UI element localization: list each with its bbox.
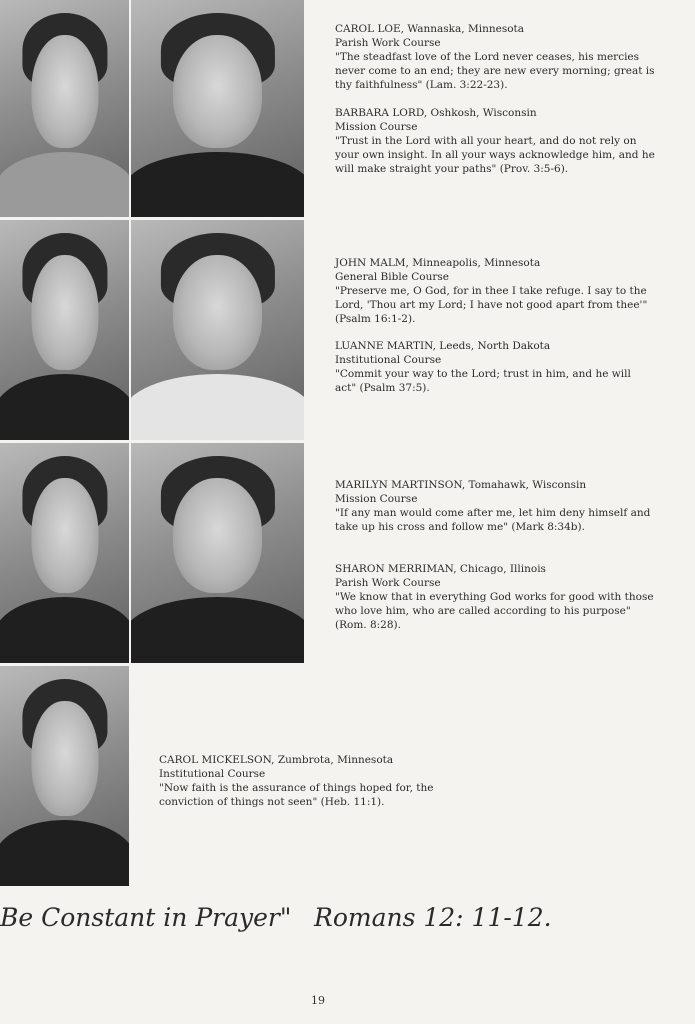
- bio-course: General Bible Course: [335, 271, 449, 283]
- bio-carol-mickelson: [159, 753, 459, 809]
- bio-course: Mission Course: [335, 121, 418, 133]
- footer-motto: Be Constant in Prayer": [0, 903, 292, 932]
- portrait-carol-mickelson: [0, 666, 129, 886]
- bio-name-line: LUANNE MARTIN, Leeds, North Dakota: [335, 340, 551, 352]
- portrait-carol-loe: [0, 0, 129, 217]
- bio-luanne-martin: [335, 339, 655, 395]
- bio-carol-loe: [335, 22, 655, 92]
- footer-reference: Romans 12: 11-12.: [314, 903, 552, 932]
- bio-name-line: CAROL LOE, Wannaska, Minnesota: [335, 23, 525, 35]
- bio-john-malm: [335, 256, 655, 326]
- bio-barbara-lord: [335, 106, 655, 176]
- bio-name-line: CAROL MICKELSON, Zumbrota, Minnesota: [159, 754, 394, 766]
- portrait-luanne-martin: [131, 220, 304, 440]
- bio-course: Parish Work Course: [335, 37, 441, 49]
- bio-name-line: JOHN MALM, Minneapolis, Minnesota: [335, 257, 541, 269]
- bio-course: Parish Work Course: [335, 577, 441, 589]
- bio-verse: "Preserve me, O God, for in thee I take refuge. I say to the Lord, 'Thou art my Lord; I have not good apart from thee'" (Psalm 16:1-2).: [335, 285, 648, 325]
- bio-name-line: MARILYN MARTINSON, Tomahawk, Wisconsin: [335, 479, 587, 491]
- bio-verse: "Now faith is the assurance of things hoped for, the conviction of things not seen" (Heb. 11:1).: [159, 782, 434, 808]
- bio-marilyn-martinson: [335, 478, 655, 534]
- portrait-marilyn-martinson: [0, 443, 129, 663]
- bio-sharon-merriman: [335, 562, 655, 632]
- portrait-sharon-merriman: [131, 443, 304, 663]
- bio-name-line: SHARON MERRIMAN, Chicago, Illinois: [335, 563, 546, 575]
- bio-verse: "Trust in the Lord with all your heart, and do not rely on your own insight. In all your ways acknowledge him, and he will make straight your paths" (Prov. 3:5-6).: [335, 135, 655, 175]
- bio-name-line: BARBARA LORD, Oshkosh, Wisconsin: [335, 107, 537, 119]
- bio-verse: "Commit your way to the Lord; trust in him, and he will act" (Psalm 37:5).: [335, 368, 631, 394]
- page-number: 19: [311, 994, 325, 1007]
- bio-verse: "We know that in everything God works for good with those who love him, who are called according to his purpose" (Rom. 8:28).: [335, 591, 654, 631]
- bio-verse: "The steadfast love of the Lord never ceases, his mercies never come to an end; they are new every morning; great is thy faithfulness" (Lam. 3:22-23).: [335, 51, 655, 91]
- portrait-barbara-lord: [131, 0, 304, 217]
- bio-verse: "If any man would come after me, let him deny himself and take up his cross and follow me" (Mark 8:34b).: [335, 507, 651, 533]
- bio-course: Institutional Course: [335, 354, 442, 366]
- bio-course: Mission Course: [335, 493, 418, 505]
- portrait-john-malm: [0, 220, 129, 440]
- bio-course: Institutional Course: [159, 768, 266, 780]
